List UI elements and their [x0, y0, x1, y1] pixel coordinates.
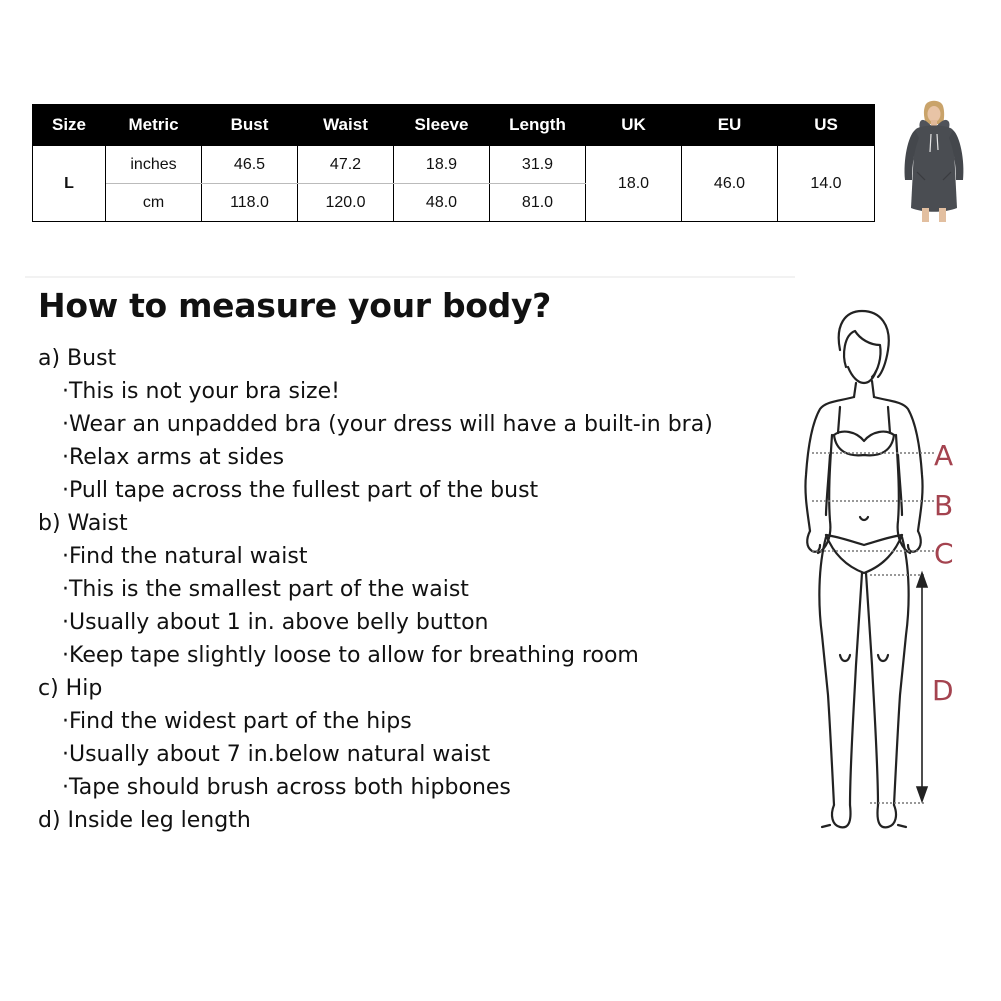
section-heading-inside-leg: d) Inside leg length [38, 808, 251, 833]
measurement-guide [38, 342, 798, 837]
header-eu: EU [682, 105, 778, 146]
tip-item: ·Pull tape across the fullest part of the bust [62, 478, 539, 503]
uk-cell: 18.0 [586, 146, 682, 222]
header-waist: Waist [298, 105, 394, 146]
bust-cell: 46.5 [202, 146, 298, 184]
header-metric: Metric [106, 105, 202, 146]
section-heading-hip: c) Hip [38, 676, 103, 701]
label-b: B [934, 489, 954, 522]
guide-title: How to measure your body? [38, 286, 552, 325]
tip-item: ·This is not your bra size! [62, 379, 340, 404]
body-outline [805, 311, 922, 827]
tip-item: ·Wear an unpadded bra (your dress will have a built-in bra) [62, 412, 713, 437]
length-cell: 31.9 [490, 146, 586, 184]
header-bust: Bust [202, 105, 298, 146]
tip-item: ·Usually about 7 in.below natural waist [62, 742, 491, 767]
size-chart-header-row [33, 105, 875, 146]
header-length: Length [490, 105, 586, 146]
sleeve-cell: 18.9 [394, 146, 490, 184]
label-a: A [934, 439, 954, 472]
tip-item: ·Find the widest part of the hips [62, 709, 412, 734]
figure-labels [932, 439, 954, 707]
metric-cell: cm [106, 184, 202, 222]
section-heading-waist: b) Waist [38, 511, 128, 536]
header-sleeve: Sleeve [394, 105, 490, 146]
length-cell: 81.0 [490, 184, 586, 222]
metric-cell: inches [106, 146, 202, 184]
header-size: Size [33, 105, 106, 146]
section-heading-bust: a) Bust [38, 346, 117, 371]
tip-item: ·Keep tape slightly loose to allow for breathing room [62, 643, 639, 668]
size-cell: L [33, 146, 106, 222]
waist-cell: 47.2 [298, 146, 394, 184]
tip-item: ·Tape should brush across both hipbones [62, 775, 511, 800]
us-cell: 14.0 [778, 146, 875, 222]
waist-cell: 120.0 [298, 184, 394, 222]
label-d: D [932, 674, 954, 707]
tip-item: ·This is the smallest part of the waist [62, 577, 469, 602]
product-photo [893, 100, 973, 225]
table-row [33, 146, 875, 184]
section-divider [25, 276, 795, 278]
body-measurement-figure [800, 305, 970, 845]
tip-item: ·Find the natural waist [62, 544, 308, 569]
header-us: US [778, 105, 875, 146]
bust-cell: 118.0 [202, 184, 298, 222]
eu-cell: 46.0 [682, 146, 778, 222]
inside-leg-arrow [917, 573, 927, 801]
tip-item: ·Usually about 1 in. above belly button [62, 610, 489, 635]
label-c: C [934, 537, 954, 570]
tip-item: ·Relax arms at sides [62, 445, 285, 470]
size-chart-table [32, 104, 875, 222]
sleeve-cell: 48.0 [394, 184, 490, 222]
header-uk: UK [586, 105, 682, 146]
